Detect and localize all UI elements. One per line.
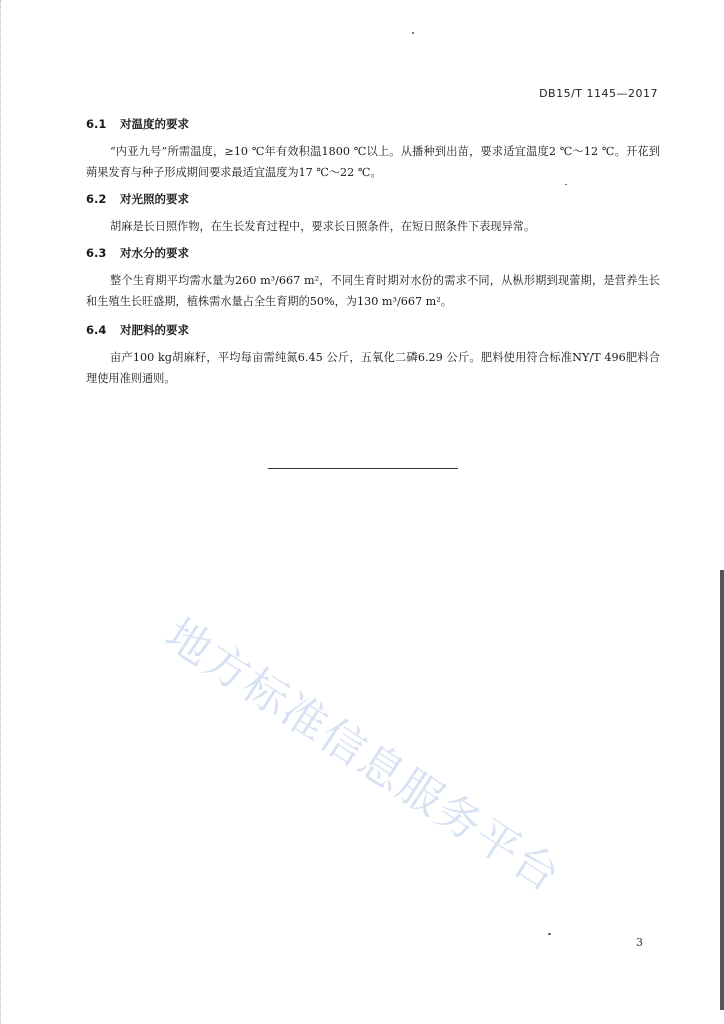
section-paragraph: 亩产100 kg胡麻籽，平均每亩需纯氮6.45 公斤，五氧化二磷6.29 公斤。肥料使用符合标准NY/T 496肥料合理使用准则通则。 [86,351,660,385]
section-6-4 [86,322,660,389]
section-number: 6.2 [86,192,107,206]
end-rule [268,468,458,469]
section-title: 对温度的要求 [120,117,189,131]
section-6-3 [86,245,660,312]
section-title: 对肥料的要求 [120,323,189,337]
page-number: 3 [636,936,643,949]
scan-speck [548,933,551,935]
section-6-1 [86,116,660,183]
section-heading [86,116,660,132]
section-6-2 [86,191,660,237]
section-title: 对光照的要求 [120,192,189,206]
section-number: 6.4 [86,323,107,337]
standard-code: DB15/T 1145—2017 [539,87,658,100]
section-heading [86,322,660,338]
section-paragraph: 胡麻是长日照作物，在生长发育过程中，要求长日照条件，在短日照条件下表现异常。 [110,220,536,233]
section-paragraph: “内亚九号”所需温度，≥10 ℃年有效积温1800 ℃以上。从播种到出苗，要求适宜温度2 ℃～12 ℃。开花到蒴果发育与种子形成期间要求最适宜温度为17 ℃～22 ℃。 [86,145,660,179]
scan-speck [565,184,567,185]
section-paragraph: 整个生育期平均需水量为260 m³/667 m²，不同生育时期对水份的需求不同，从枞形期到现蕾期，是营养生长和生殖生长旺盛期，植株需水量占全生育期的50%，为130 m³/667 m²。 [86,274,660,308]
section-heading [86,191,660,207]
section-title: 对水分的要求 [120,246,189,260]
scan-left-edge [0,0,2,1024]
section-heading [86,245,660,261]
scan-speck [412,32,414,34]
section-number: 6.1 [86,117,107,131]
watermark: 地方标准信息服务平台 [156,609,570,903]
scan-right-edge [720,570,724,1010]
section-number: 6.3 [86,246,107,260]
